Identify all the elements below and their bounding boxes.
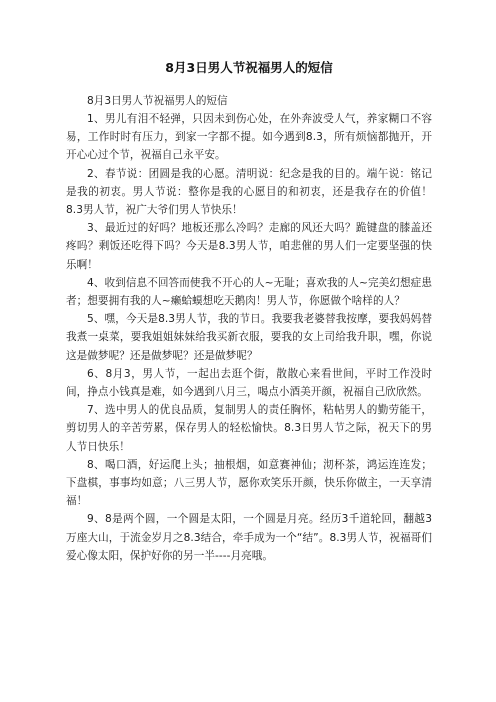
paragraph-7: 7、选中男人的优良品质，复制男人的责任胸怀，粘帖男人的勤劳能干，剪切男人的辛苦劳累，保存男人的轻松愉快。8.3日男人节之际，祝天下的男人节日快乐！ <box>66 404 432 453</box>
document-subtitle: 8月3日男人节祝福男人的短信 <box>87 95 228 107</box>
paragraph-5: 5、嘿，今天是8.3男人节，我的节日。我要我老婆替我按摩，要我妈妈替我煮一桌菜，要我姐姐妹妹给我买新衣服，要我的女上司给我升职，嘿，你说这是做梦呢？还是做梦呢？还是做梦呢？ <box>66 313 432 362</box>
document-title: 8月3日男人节祝福男人的短信 <box>165 60 333 75</box>
document-page <box>66 60 432 565</box>
paragraph-8: 8、喝口酒，好运爬上头；抽根烟，如意赛神仙；沏杯茶，鸿运连连发；下盘棋，事事均如意；八三男人节，愿你欢笑乐开颜，快乐你做主，一天享清福！ <box>66 458 432 508</box>
paragraph-4: 4、收到信息不回答而使我不开心的人~无耻；喜欢我的人~完美幻想症患者；想要拥有我的人~癞蛤蟆想吃天鹅肉！男人节，你愿做个啥样的人？ <box>66 276 432 308</box>
paragraph-1: 1、男儿有泪不轻弹，只因未到伤心处，在外奔波受人气，养家糊口不容易，工作时时有压力，到家一字都不提。如今遇到8.3，所有烦恼都抛开，开开心心过个节，祝福自己永平安。 <box>66 113 432 162</box>
paragraph-6: 6、8月3，男人节，一起出去逛个街，散散心来看世间，平时工作没时间，挣点小钱真是难，如今遇到八月三，喝点小酒美开颜，祝福自己欣欣然。 <box>66 367 432 399</box>
paragraph-9: 9、8是两个圆，一个圆是太阳，一个圆是月亮。经历3千道轮回，翻越3万座大山，于流金岁月之8.3结合，牵手成为一个“结”。8.3男人节，祝福哥们爱心像太阳，保护好你的另一半----月亮哦。 <box>66 513 432 562</box>
paragraph-3: 3、最近过的好吗？地板还那么冷吗？走廊的风还大吗？跪键盘的膝盖还疼吗？剩饭还吃得下吗？今天是8.3男人节，咱悲催的男人们一定要坚强的快乐啊！ <box>66 222 432 271</box>
paragraph-2: 2、春节说：团圆是我的心愿。清明说：纪念是我的目的。端午说：铭记是我的初衷。男人节说：整你是我的心愿目的和初衷，还是我存在的价值！8.3男人节，祝广大爷们男人节快乐！ <box>66 167 432 217</box>
